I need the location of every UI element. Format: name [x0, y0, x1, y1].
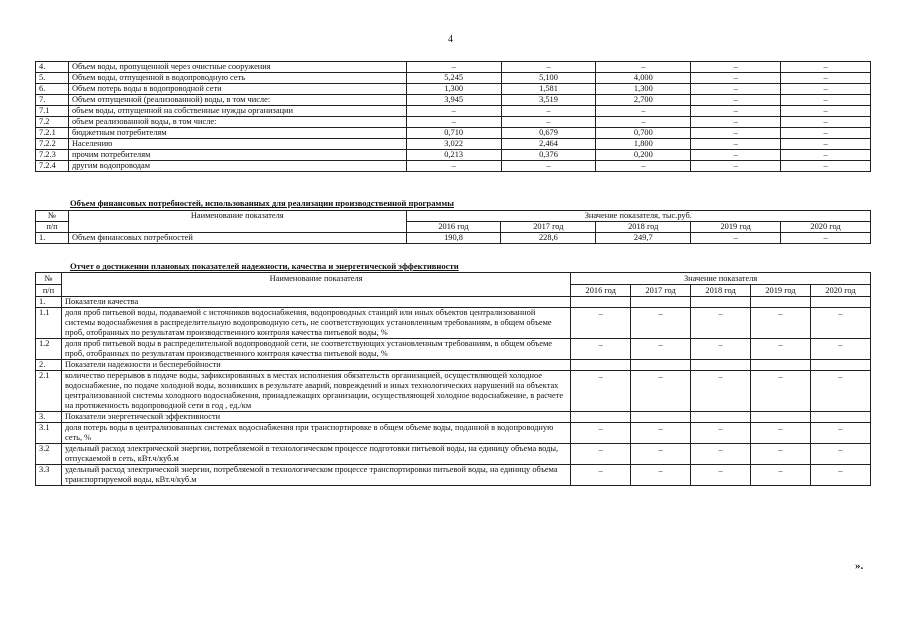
- row-name: Объем воды, пропущенной через очистные сооружения: [68, 62, 406, 73]
- empty-cell: [810, 412, 870, 423]
- row-value: –: [781, 128, 871, 139]
- financial-table-title: Объем финансовых потребностей, использованных для реализации производственной программы: [70, 198, 454, 208]
- row-value: 3,945: [406, 95, 501, 106]
- row-value: –: [781, 62, 871, 73]
- row-value: –: [691, 106, 781, 117]
- row-number: 5.: [36, 73, 69, 84]
- row-value: –: [691, 84, 781, 95]
- row-number: 7.1: [36, 106, 69, 117]
- table-row: [36, 106, 871, 117]
- row-value: –: [406, 62, 501, 73]
- row-value: –: [751, 444, 811, 465]
- row-number: 1.2: [36, 339, 62, 360]
- empty-cell: [631, 297, 691, 308]
- row-value: 3,022: [406, 139, 501, 150]
- row-name: Объем потерь воды в водопроводной сети: [68, 84, 406, 95]
- table-row: [36, 84, 871, 95]
- row-number: 7.2.3: [36, 150, 69, 161]
- row-value: –: [596, 161, 691, 172]
- row-value: –: [810, 371, 870, 412]
- table-row: [36, 62, 871, 73]
- row-value: –: [596, 117, 691, 128]
- row-value: –: [691, 465, 751, 486]
- row-name: Объем воды, отпущенной в водопроводную сеть: [68, 73, 406, 84]
- row-value: –: [691, 139, 781, 150]
- row-value: –: [751, 465, 811, 486]
- section-name: Показатели качества: [61, 297, 570, 308]
- row-name: доля потерь воды в централизованных системах водоснабжения при транспортировке в общем объеме воды, поданной в водопроводную сеть, %: [61, 423, 570, 444]
- empty-cell: [571, 297, 631, 308]
- table-row: [36, 423, 871, 444]
- row-number: 7.2.1: [36, 128, 69, 139]
- row-value: –: [596, 106, 691, 117]
- row-number: 4.: [36, 62, 69, 73]
- row-value: 1,581: [501, 84, 596, 95]
- empty-cell: [751, 360, 811, 371]
- row-name: Объем финансовых потребностей: [68, 233, 406, 244]
- row-number: 1.: [36, 233, 69, 244]
- empty-cell: [810, 360, 870, 371]
- row-value: –: [631, 423, 691, 444]
- water-volume-table: [35, 61, 871, 172]
- row-value: –: [501, 62, 596, 73]
- row-value: 5,100: [501, 73, 596, 84]
- row-value: –: [691, 233, 781, 244]
- table-row: [36, 465, 871, 486]
- row-value: –: [751, 371, 811, 412]
- row-value: –: [810, 423, 870, 444]
- empty-cell: [691, 412, 751, 423]
- row-value: –: [571, 465, 631, 486]
- empty-cell: [691, 297, 751, 308]
- row-value: 3,519: [501, 95, 596, 106]
- row-value: –: [406, 161, 501, 172]
- section-header-row: [36, 360, 871, 371]
- empty-cell: [631, 412, 691, 423]
- section-name: Показатели надежности и бесперебойности: [61, 360, 570, 371]
- row-value: –: [501, 106, 596, 117]
- row-value: –: [571, 423, 631, 444]
- table-row: [36, 308, 871, 339]
- col-header-pp: п/п: [36, 285, 62, 297]
- row-value: –: [691, 73, 781, 84]
- row-value: –: [691, 150, 781, 161]
- row-value: –: [781, 150, 871, 161]
- row-number: 7.2.4: [36, 161, 69, 172]
- row-value: –: [691, 308, 751, 339]
- row-value: –: [781, 95, 871, 106]
- year-header: 2019 год: [691, 222, 781, 233]
- section-header-row: [36, 297, 871, 308]
- row-value: 0,376: [501, 150, 596, 161]
- row-name: объем реализованной воды, в том числе:: [68, 117, 406, 128]
- row-value: 5,245: [406, 73, 501, 84]
- row-value: –: [571, 371, 631, 412]
- row-value: –: [691, 423, 751, 444]
- financial-needs-table: [35, 210, 871, 244]
- table-row: [36, 117, 871, 128]
- year-header: 2020 год: [810, 285, 870, 297]
- row-value: –: [406, 117, 501, 128]
- row-name: бюджетным потребителям: [68, 128, 406, 139]
- col-header-no: №: [36, 211, 69, 222]
- row-number: 1.1: [36, 308, 62, 339]
- row-value: 1,800: [596, 139, 691, 150]
- row-value: –: [781, 233, 871, 244]
- section-header-row: [36, 412, 871, 423]
- row-value: 0,200: [596, 150, 691, 161]
- row-value: –: [571, 444, 631, 465]
- row-value: –: [751, 308, 811, 339]
- row-value: –: [571, 339, 631, 360]
- empty-cell: [691, 360, 751, 371]
- row-name: удельный расход электрической энергии, потребляемой в технологическом процессе транспортировки питьевой воды, на единицу объема транспортируемой воды, кВт.ч/куб.м: [61, 465, 570, 486]
- row-value: –: [691, 128, 781, 139]
- row-name: Населению: [68, 139, 406, 150]
- col-header-no: №: [36, 273, 62, 285]
- row-number: 3.2: [36, 444, 62, 465]
- section-name: Показатели энергетической эффективности: [61, 412, 570, 423]
- row-number: 6.: [36, 84, 69, 95]
- row-value: –: [781, 73, 871, 84]
- row-value: –: [810, 465, 870, 486]
- row-value: –: [781, 117, 871, 128]
- row-value: 249,7: [596, 233, 691, 244]
- row-value: –: [691, 62, 781, 73]
- row-value: 190,8: [406, 233, 501, 244]
- row-value: –: [751, 339, 811, 360]
- row-number: 2.1: [36, 371, 62, 412]
- table-row: [36, 73, 871, 84]
- row-value: 2,700: [596, 95, 691, 106]
- empty-cell: [751, 297, 811, 308]
- table-row: [36, 371, 871, 412]
- row-number: 3.1: [36, 423, 62, 444]
- closing-quote-mark: ».: [855, 560, 864, 572]
- row-value: –: [691, 161, 781, 172]
- year-header: 2020 год: [781, 222, 871, 233]
- row-value: 1,300: [596, 84, 691, 95]
- row-number: 3.3: [36, 465, 62, 486]
- row-number: 3.: [36, 412, 62, 423]
- col-header-pp: п/п: [36, 222, 69, 233]
- row-value: –: [596, 62, 691, 73]
- row-value: 0,710: [406, 128, 501, 139]
- table-row: [36, 444, 871, 465]
- empty-cell: [751, 412, 811, 423]
- row-value: 1,300: [406, 84, 501, 95]
- row-value: –: [501, 161, 596, 172]
- row-name: доля проб питьевой воды в распределительной водопроводной сети, не соответствующих установленным требованиям, в общем объеме проб, отобранных по результатам производственного контроля качества питьевой воды, %: [61, 339, 570, 360]
- row-value: 0,213: [406, 150, 501, 161]
- row-value: 0,700: [596, 128, 691, 139]
- table-row: [36, 139, 871, 150]
- row-value: 0,679: [501, 128, 596, 139]
- row-value: –: [406, 106, 501, 117]
- year-header: 2017 год: [631, 285, 691, 297]
- table-row: [36, 161, 871, 172]
- row-value: –: [781, 84, 871, 95]
- row-value: –: [691, 371, 751, 412]
- row-value: –: [781, 161, 871, 172]
- empty-cell: [810, 297, 870, 308]
- col-header-name: Наименование показателя: [68, 211, 406, 233]
- row-value: –: [631, 444, 691, 465]
- row-value: –: [631, 308, 691, 339]
- row-value: –: [691, 444, 751, 465]
- row-value: –: [781, 139, 871, 150]
- row-value: –: [810, 444, 870, 465]
- year-header: 2016 год: [571, 285, 631, 297]
- row-value: –: [631, 339, 691, 360]
- indicators-table-title: Отчет о достижении плановых показателей надежности, качества и энергетической эффективности: [70, 261, 459, 271]
- row-number: 7.2: [36, 117, 69, 128]
- row-name: другим водопроводам: [68, 161, 406, 172]
- year-header: 2018 год: [691, 285, 751, 297]
- row-value: –: [810, 308, 870, 339]
- row-number: 1.: [36, 297, 62, 308]
- row-value: –: [781, 106, 871, 117]
- row-name: Объем отпущенной (реализованной) воды, в том числе:: [68, 95, 406, 106]
- row-number: 2.: [36, 360, 62, 371]
- row-name: количество перерывов в подаче воды, зафиксированных в местах исполнения обязательств организацией, осуществляющей холодное водоснабжение, по подаче холодной воды, возникших в результате аварий, повреждений и иных технологических нарушений на объектах централизованной системы холодного водоснабжения, принадлежащих организации, осуществляющей холодное водоснабжение, в расчете на протяженность водопроводной сети в год , ед./км: [61, 371, 570, 412]
- row-number: 7.: [36, 95, 69, 106]
- table-row: [36, 339, 871, 360]
- year-header: 2017 год: [501, 222, 596, 233]
- row-value: –: [751, 423, 811, 444]
- row-value: –: [691, 95, 781, 106]
- table-row: [36, 233, 871, 244]
- row-value: –: [571, 308, 631, 339]
- col-header-value: Значение показателя: [571, 273, 871, 285]
- row-name: объем воды, отпущенной на собственные нужды организации: [68, 106, 406, 117]
- page-number: 4: [448, 34, 453, 45]
- row-name: прочим потребителям: [68, 150, 406, 161]
- row-value: –: [631, 371, 691, 412]
- row-value: 4,000: [596, 73, 691, 84]
- row-value: –: [501, 117, 596, 128]
- empty-cell: [571, 412, 631, 423]
- year-header: 2019 год: [751, 285, 811, 297]
- row-name: удельный расход электрической энергии, потребляемой в технологическом процессе подготовки питьевой воды, на единицу объема воды, отпускаемой в сеть, кВт.ч/куб.м: [61, 444, 570, 465]
- col-header-name: Наименование показателя: [61, 273, 570, 297]
- row-number: 7.2.2: [36, 139, 69, 150]
- year-header: 2016 год: [406, 222, 501, 233]
- row-value: 228,6: [501, 233, 596, 244]
- row-value: –: [631, 465, 691, 486]
- row-value: –: [691, 117, 781, 128]
- row-value: –: [810, 339, 870, 360]
- year-header: 2018 год: [596, 222, 691, 233]
- empty-cell: [631, 360, 691, 371]
- col-header-value: Значение показателя, тыс.руб.: [406, 211, 870, 222]
- row-name: доля проб питьевой воды, подаваемой с источников водоснабжения, водопроводных станций или иных объектов централизованной системы водоснабжения в распределительную водопроводную сеть, не соответствующих установленным требованиям, в общем объеме проб, отобранных по результатам производственного контроля качества питьевой воды, %: [61, 308, 570, 339]
- empty-cell: [571, 360, 631, 371]
- row-value: –: [691, 339, 751, 360]
- row-value: 2,464: [501, 139, 596, 150]
- table-row: [36, 150, 871, 161]
- table-row: [36, 128, 871, 139]
- indicators-table: [35, 272, 871, 486]
- table-row: [36, 95, 871, 106]
